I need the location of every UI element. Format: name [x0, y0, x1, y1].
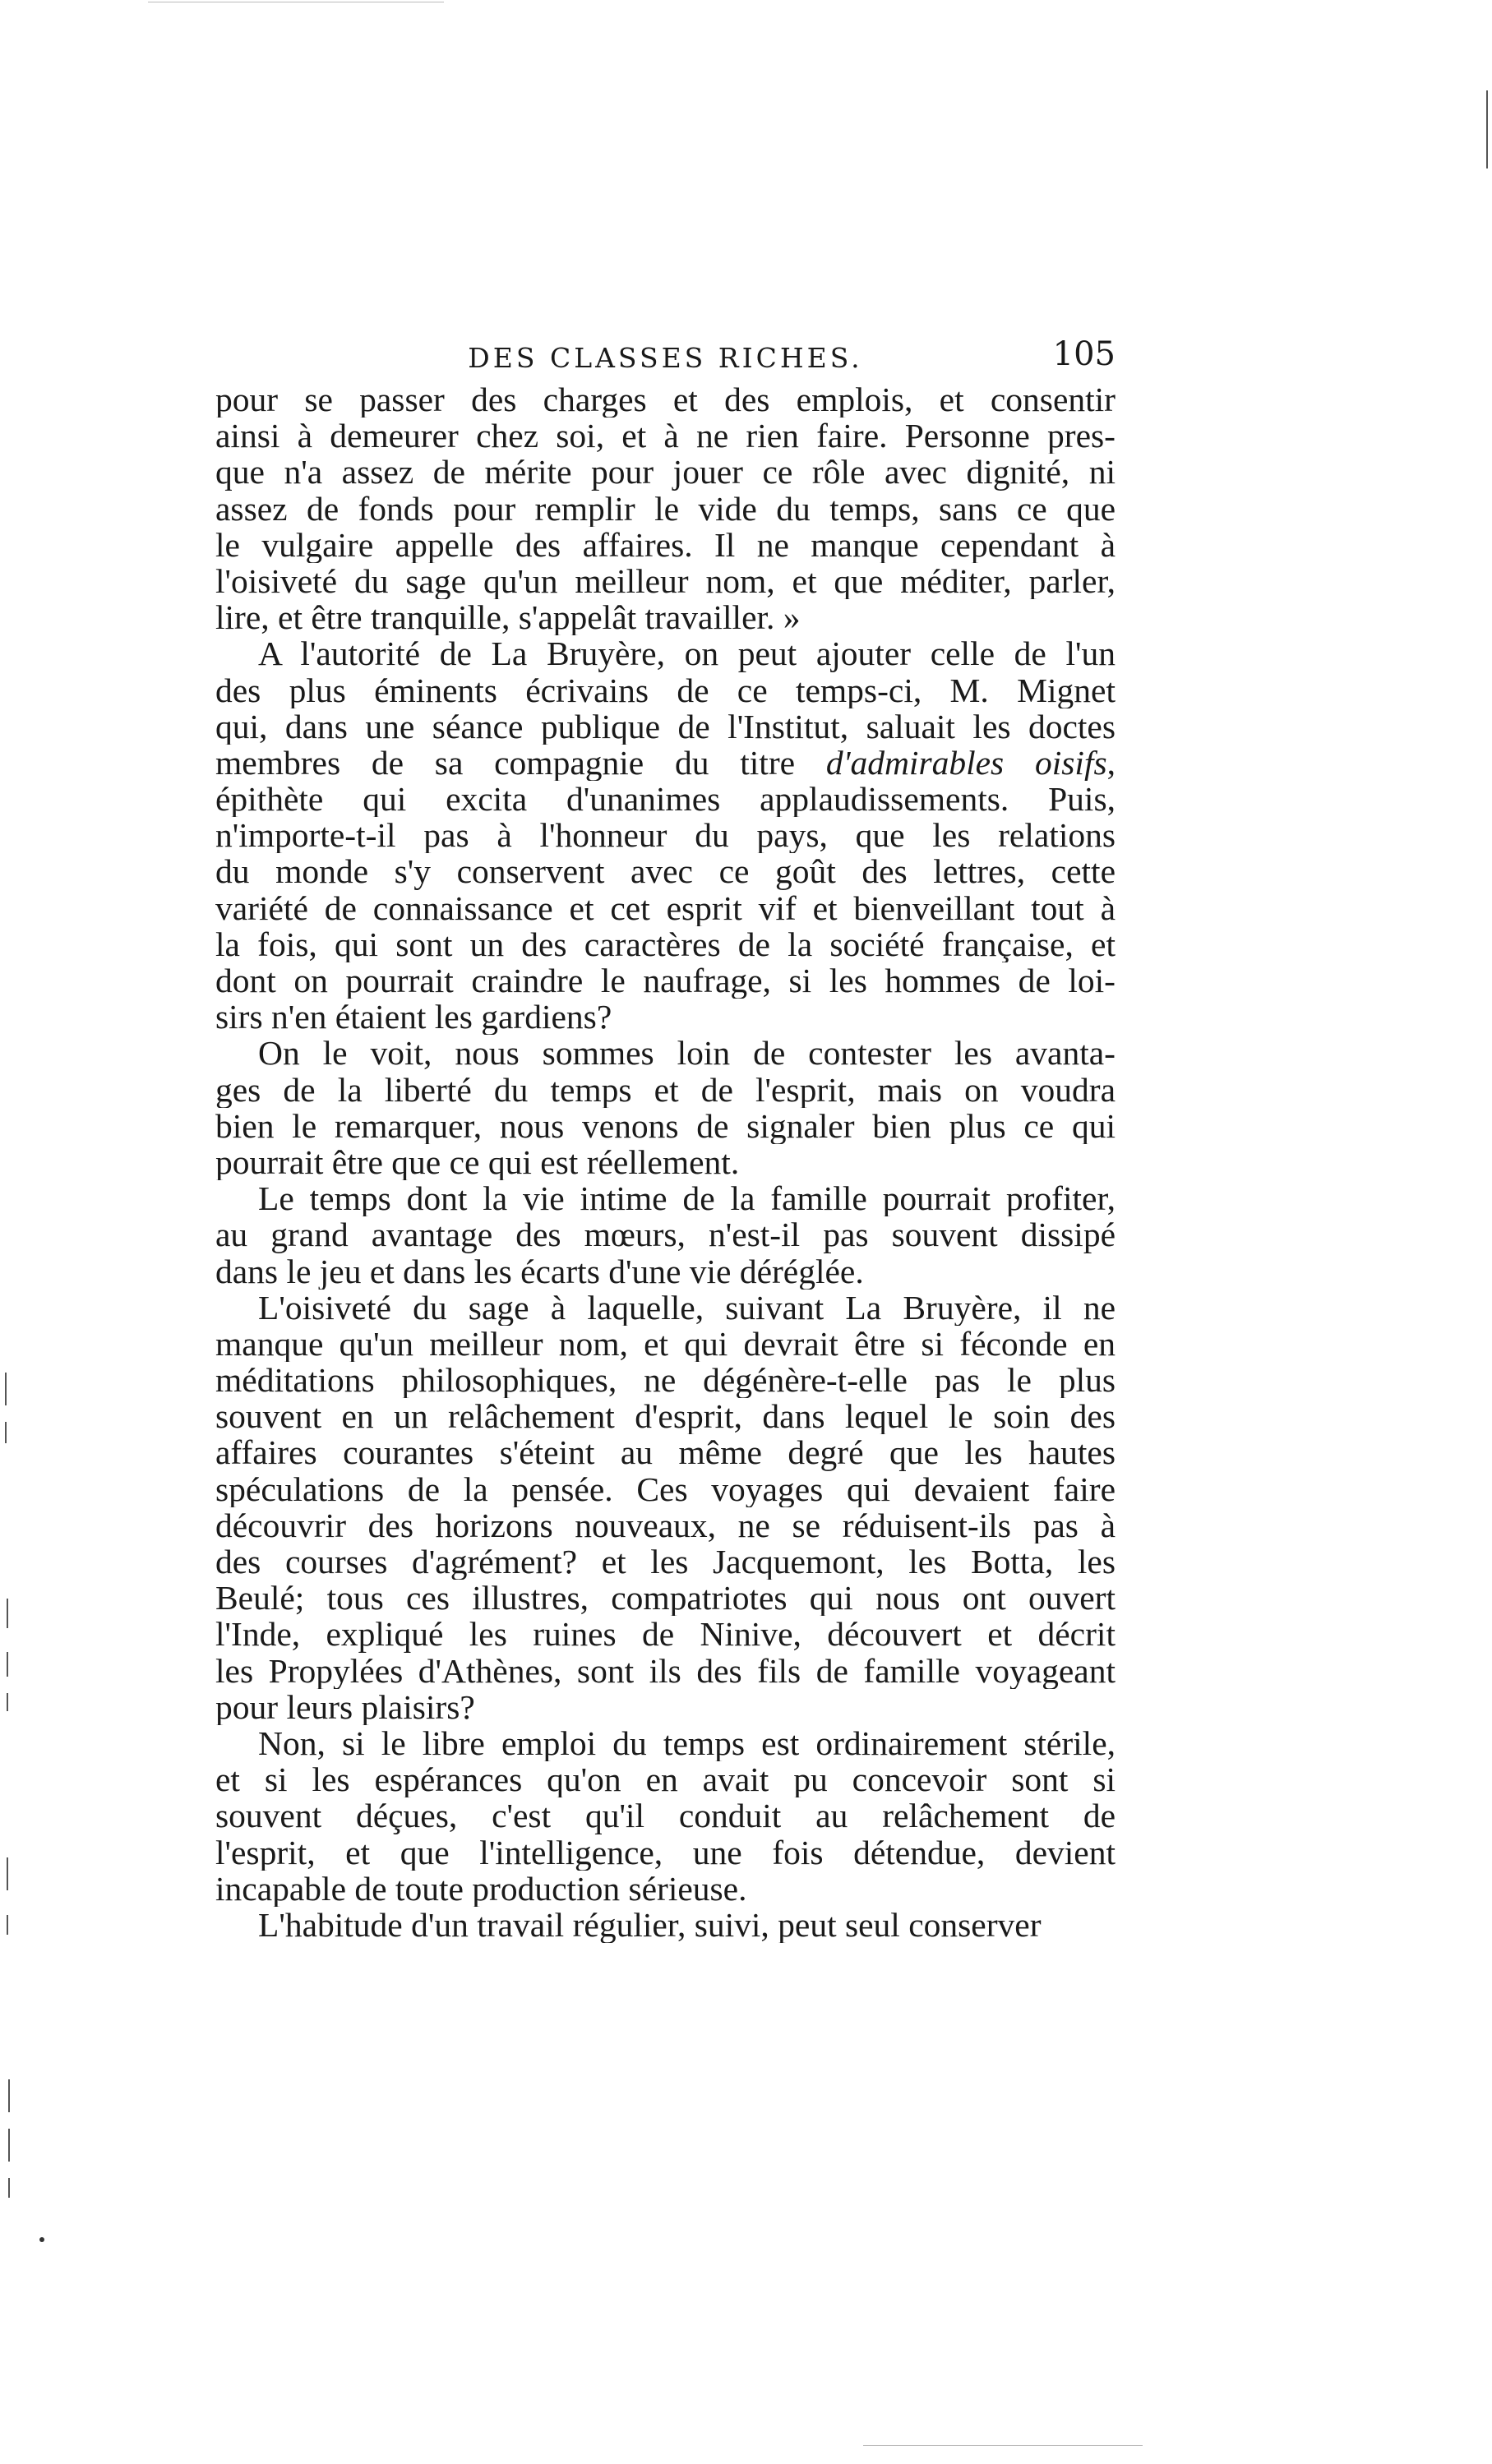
text-line: n'importe-t-il pas à l'honneur du pays, que les relations: [215, 817, 1116, 854]
text-line: bien le remarquer, nous venons de signaler bien plus ce qui: [215, 1107, 1116, 1144]
text-line: ges de la liberté du temps et de l'esprit, mais on voudra: [215, 1071, 1116, 1108]
text-line: le vulgaire appelle des affaires. Il ne manque cependant à: [215, 526, 1116, 563]
text-line: épithète qui excita d'unanimes applaudissements. Puis,: [215, 781, 1116, 818]
text-line: l'Inde, expliqué les ruines de Ninive, découvert et décrit: [215, 1616, 1116, 1653]
text-line: On le voit, nous sommes loin de contester les avanta-: [258, 1035, 1116, 1072]
text-line: ainsi à demeurer chez soi, et à ne rien faire. Personne pres-: [215, 418, 1116, 455]
text-line: souvent en un relâchement d'esprit, dans lequel le soin des: [215, 1398, 1116, 1435]
text-line: que n'a assez de mérite pour jouer ce rôle avec dignité, ni: [215, 454, 1116, 491]
text-line: dont on pourrait craindre le naufrage, si les hommes de loi-: [215, 962, 1116, 999]
body-text: [215, 381, 1116, 1943]
text-line: l'esprit, et que l'intelligence, une fois détendue, devient: [215, 1834, 1116, 1871]
scan-mark: [7, 1599, 8, 1628]
text-line: sirs n'en étaient les gardiens?: [215, 999, 612, 1036]
text-line: au grand avantage des mœurs, n'est-il pas souvent dissipé: [215, 1216, 1116, 1253]
text-line: Beulé; tous ces illustres, compatriotes qui nous ont ouvert: [215, 1580, 1116, 1617]
text-line: découvrir des horizons nouveaux, ne se réduisent-ils pas à: [215, 1507, 1116, 1543]
scan-mark: [7, 1857, 8, 1890]
text-line: des courses d'agrément? et les Jacquemont, les Botta, les: [215, 1543, 1116, 1580]
text-line: méditations philosophiques, ne dégénère-t-elle pas le plus: [215, 1362, 1116, 1399]
text-line: L'habitude d'un travail régulier, suivi, peut seul conserver: [258, 1906, 1042, 1944]
scan-mark: [39, 2237, 44, 2242]
scan-mark: [7, 1652, 8, 1677]
text-line: Le temps dont la vie intime de la famille pourrait profiter,: [258, 1180, 1116, 1217]
text-line: spéculations de la pensée. Ces voyages qui devaient faire: [215, 1470, 1116, 1507]
page-number: 105: [1052, 335, 1116, 373]
text-line: l'oisiveté du sage qu'un meilleur nom, et que méditer, parler,: [215, 562, 1116, 600]
text-line: affaires courantes s'éteint au même degré que les hautes: [215, 1434, 1116, 1471]
text-line: des plus éminents écrivains de ce temps-ci, M. Mignet: [215, 671, 1116, 708]
running-title: DES CLASSES RICHES.: [468, 342, 863, 374]
text-line: pourrait être que ce qui est réellement.: [215, 1143, 740, 1181]
text-line: du monde s'y conservent avec ce goût des lettres, cette: [215, 853, 1116, 890]
text-line: pour leurs plaisirs?: [215, 1688, 475, 1725]
scan-mark: [5, 1422, 7, 1443]
emphasis-text: d'admirables oisifs: [825, 744, 1107, 782]
text-line: lire, et être tranquille, s'appelât travailler. »: [215, 599, 801, 636]
text-line: membres de sa compagnie du titre d'admirables oisifs,: [215, 744, 1116, 782]
text-line: qui, dans une séance publique de l'Institut, saluait les doctes: [215, 708, 1116, 745]
text-line: variété de connaissance et cet esprit vif et bienveillant tout à: [215, 889, 1116, 926]
text-line: manque qu'un meilleur nom, et qui devrait être si féconde en: [215, 1325, 1116, 1363]
text-line: Non, si le libre emploi du temps est ordinairement stérile,: [258, 1724, 1116, 1762]
scan-mark: [8, 2079, 10, 2112]
text-line: assez de fonds pour remplir le vide du temps, sans ce que: [215, 490, 1116, 527]
text-line: incapable de toute production sérieuse.: [215, 1870, 747, 1907]
scan-mark: [7, 1915, 8, 1935]
text-line: L'oisiveté du sage à laquelle, suivant La Bruyère, il ne: [258, 1289, 1116, 1326]
scan-mark: [1486, 90, 1488, 168]
scan-mark: [5, 1373, 7, 1405]
text-line: pour se passer des charges et des emplois, et consentir: [215, 381, 1116, 418]
scan-mark: [8, 2129, 10, 2162]
scan-mark: [7, 1693, 8, 1711]
text-line: A l'autorité de La Bruyère, on peut ajouter celle de l'un: [258, 635, 1116, 672]
text-line: et si les espérances qu'on en avait pu concevoir sont si: [215, 1761, 1116, 1798]
scan-mark: [863, 2445, 1143, 2446]
text-line: les Propylées d'Athènes, sont ils des fils de famille voyageant: [215, 1652, 1116, 1689]
running-header: [215, 335, 1116, 381]
text-line: dans le jeu et dans les écarts d'une vie déréglée.: [215, 1253, 864, 1290]
text-line: souvent déçues, c'est qu'il conduit au relâchement de: [215, 1797, 1116, 1834]
scan-mark: [8, 2178, 10, 2198]
text-line: la fois, qui sont un des caractères de la société française, et: [215, 925, 1116, 962]
